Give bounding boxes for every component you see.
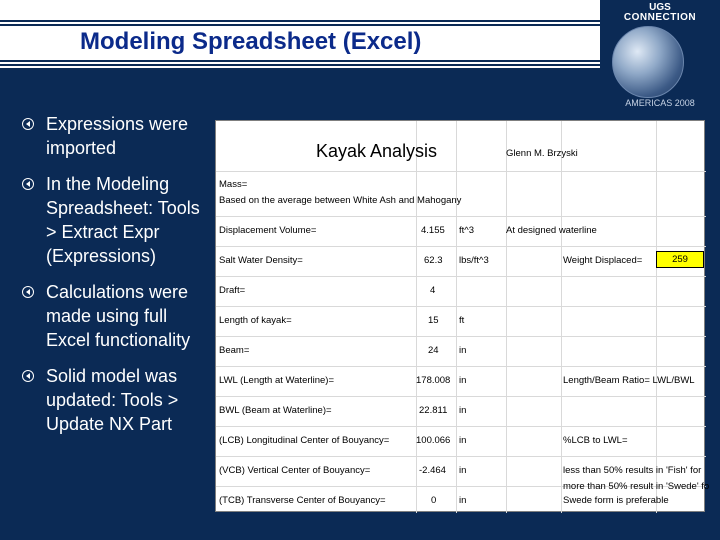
gridline bbox=[216, 366, 706, 367]
row-label: Salt Water Density= bbox=[219, 255, 303, 266]
row-note: Swede form is preferable bbox=[563, 495, 669, 506]
gridline bbox=[561, 121, 562, 513]
row-value: 15 bbox=[428, 315, 439, 326]
gridline bbox=[216, 306, 706, 307]
slide-title: Modeling Spreadsheet (Excel) bbox=[80, 28, 422, 55]
gridline bbox=[216, 456, 706, 457]
row-unit: lbs/ft^3 bbox=[459, 255, 489, 266]
spreadsheet[interactable] bbox=[215, 120, 710, 512]
row-label: (VCB) Vertical Center of Bouyancy= bbox=[219, 465, 371, 476]
globe-icon bbox=[612, 26, 684, 98]
row-value: 0 bbox=[431, 495, 437, 506]
mass-label: Mass= bbox=[219, 179, 248, 190]
row-label: Draft= bbox=[219, 285, 246, 296]
row-unit: ft^3 bbox=[459, 225, 475, 236]
row-value: 178.008 bbox=[416, 375, 451, 386]
row-unit: in bbox=[459, 405, 467, 416]
row-unit: in bbox=[459, 435, 467, 446]
sheet-author: Glenn M. Brzyski bbox=[506, 148, 578, 159]
row-value: -2.464 bbox=[419, 465, 446, 476]
row-unit: in bbox=[459, 375, 467, 386]
row-value: 100.066 bbox=[416, 435, 451, 446]
row-note: Weight Displaced= bbox=[563, 255, 643, 266]
row-value: 4 bbox=[430, 285, 436, 296]
row-note: %LCB to LWL= bbox=[563, 435, 628, 446]
weight-displaced-value: 259 bbox=[672, 254, 688, 265]
row-note: Length/Beam Ratio= LWL/BWL bbox=[563, 375, 695, 386]
title-band bbox=[0, 70, 600, 95]
row-note: less than 50% results in 'Fish' for bbox=[563, 465, 702, 476]
gridline bbox=[216, 396, 706, 397]
title-stripes-top bbox=[0, 20, 600, 26]
sheet-title: Kayak Analysis bbox=[316, 141, 438, 161]
gridline bbox=[216, 246, 706, 247]
row-label: (TCB) Transverse Center of Bouyancy= bbox=[219, 495, 386, 506]
row-label: Beam= bbox=[219, 345, 250, 356]
row-label: (LCB) Longitudinal Center of Bouyancy= bbox=[219, 435, 390, 446]
gridline bbox=[456, 121, 457, 513]
bullet-text: Solid model was updated: Tools > Update NX Part bbox=[46, 366, 179, 434]
bullet-arrow-icon bbox=[22, 118, 34, 130]
row-unit: in bbox=[459, 495, 467, 506]
row-unit: in bbox=[459, 345, 467, 356]
gridline bbox=[216, 216, 706, 217]
row-label: LWL (Length at Waterline)= bbox=[219, 375, 335, 386]
bullet-item bbox=[22, 172, 212, 268]
logo-text-year: AMERICAS 2008 bbox=[625, 98, 695, 108]
row-label: Displacement Volume= bbox=[219, 225, 317, 236]
bullet-list bbox=[22, 112, 212, 448]
row-note: At designed waterline bbox=[506, 225, 597, 236]
row-unit: in bbox=[459, 465, 467, 476]
row-label: BWL (Beam at Waterline)= bbox=[219, 405, 332, 416]
mass-note: Based on the average between White Ash and Mahogany bbox=[219, 195, 462, 206]
bullet-item bbox=[22, 280, 212, 352]
ugs-connection-logo bbox=[600, 0, 720, 115]
bullet-item bbox=[22, 112, 212, 160]
bullet-arrow-icon bbox=[22, 286, 34, 298]
row-value: 24 bbox=[428, 345, 439, 356]
logo-text-connection: CONNECTION bbox=[623, 12, 697, 23]
bullet-arrow-icon bbox=[22, 370, 34, 382]
bullet-text: In the Modeling Spreadsheet: Tools > Extract Expr (Expressions) bbox=[46, 174, 200, 266]
gridline bbox=[416, 121, 417, 513]
row-label: Length of kayak= bbox=[219, 315, 292, 326]
gridline bbox=[656, 121, 657, 513]
gridline bbox=[216, 171, 706, 172]
title-stripes-bottom bbox=[0, 60, 600, 70]
bullet-arrow-icon bbox=[22, 178, 34, 190]
gridline bbox=[216, 276, 706, 277]
logo-text-ugs: UGS bbox=[649, 2, 671, 13]
bullet-text: Expressions were imported bbox=[46, 114, 189, 158]
row-unit: ft bbox=[459, 315, 465, 326]
bullet-text: Calculations were made using full Excel functionality bbox=[46, 282, 191, 350]
row-value: 62.3 bbox=[424, 255, 443, 266]
row-note: more than 50% result in 'Swede' fo bbox=[563, 481, 710, 492]
gridline bbox=[216, 336, 706, 337]
bullet-item bbox=[22, 364, 212, 436]
row-value: 22.811 bbox=[419, 405, 448, 416]
gridline bbox=[506, 121, 507, 513]
gridline bbox=[216, 426, 706, 427]
row-value: 4.155 bbox=[421, 225, 445, 236]
